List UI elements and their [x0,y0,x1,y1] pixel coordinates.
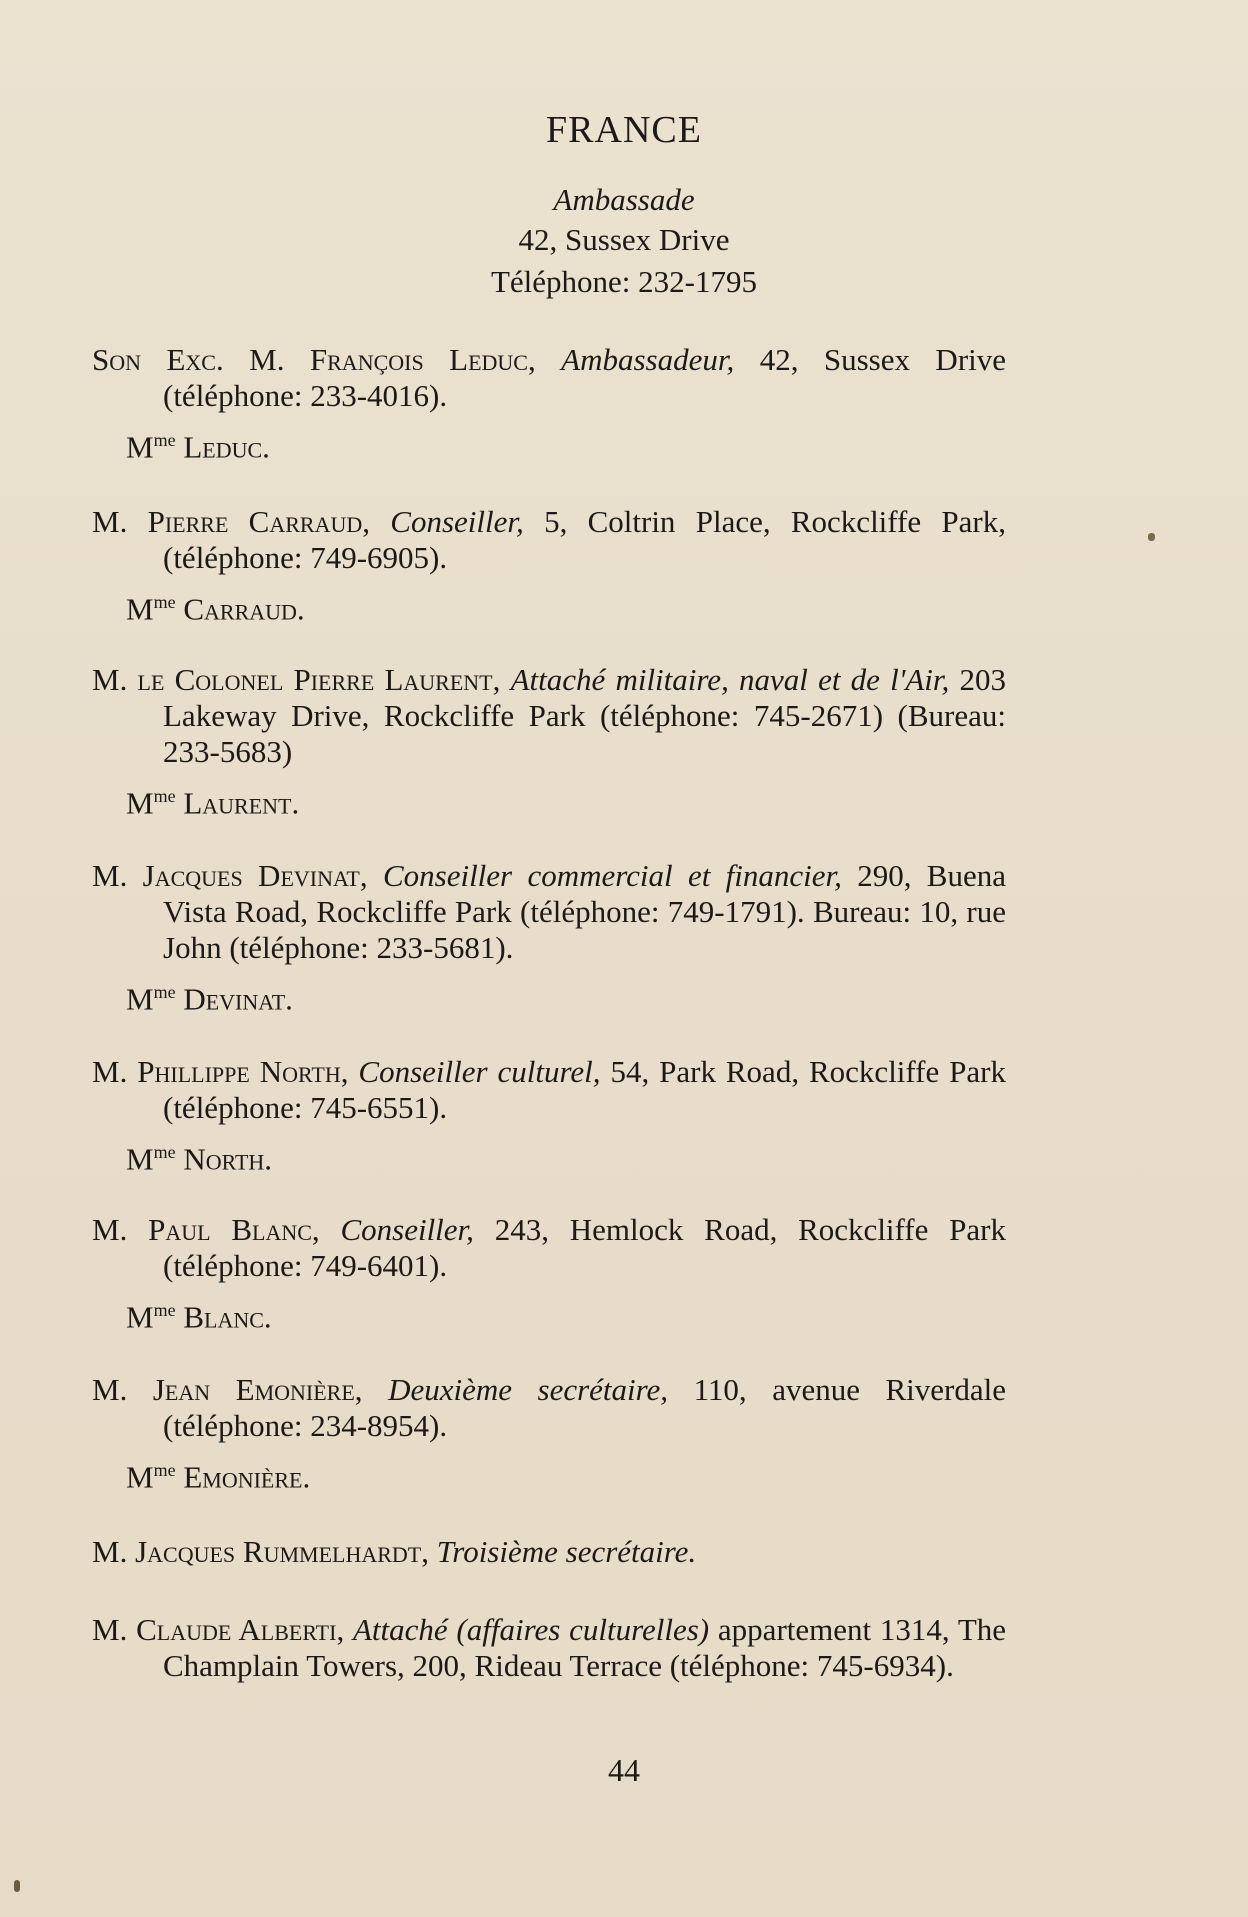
entry-prefix: M. [92,1534,128,1569]
entry-main [92,1054,1006,1126]
entry-prefix: M. [92,504,128,539]
country-heading: FRANCE [546,109,702,151]
entry-prefix: M. [92,1372,128,1407]
directory-entry [92,504,1006,627]
entry-name: Paul Blanc, [148,1212,320,1247]
entry-details: 54, Park Road, Rockcliffe Park (téléphone: 745-6551). [163,1054,1007,1125]
entry-name: François Leduc, [309,342,536,377]
entry-title: Troisième secrétaire. [436,1534,697,1569]
entry-prefix: M. [92,662,128,697]
entry-details: 42, Sussex Drive (téléphone: 233-4016). [163,342,1007,413]
entry-details: 243, Hemlock Road, Rockcliffe Park (téléphone: 749-6401). [163,1212,1006,1283]
page-number: 44 [608,1752,640,1788]
directory-entry [92,858,1006,1017]
entry-title: Conseiller culturel, [358,1054,601,1089]
mission-type: Ambassade [553,182,695,217]
entry-prefix: M. [92,1212,128,1247]
entry-title: Attaché (affaires culturelles) [352,1612,710,1647]
entry-spouse: $M^{me}$ Devinat. [126,981,293,1017]
entry-title: Attaché militaire, naval et de l'Air, [510,662,950,697]
entry-name: Pierre Carraud, [147,504,371,539]
entry-details: appartement 1314, The Champlain Towers, 200, Rideau Terrace (téléphone: 745-6934). [163,1612,1007,1683]
entry-name: Jacques Devinat, [142,858,368,893]
entry-spouse: $M^{me}$ Blanc. [126,1299,272,1335]
entry-main [92,504,1006,576]
entry-prefix: Son Exc. M. [92,342,285,377]
directory-entry [92,1612,1006,1684]
entry-main [92,662,1006,770]
entry-prefix: M. [92,1612,128,1647]
mission-telephone: Téléphone: 232-1795 [490,264,757,299]
entry-name: Jean Emonière, [152,1372,363,1407]
entry-spouse: $M^{me}$ Carraud. [126,591,305,627]
directory-entry [92,662,1006,821]
entry-name: Jacques Rummelhardt, [135,1534,429,1569]
entry-spouse: $M^{me}$ Emonière. [126,1459,311,1495]
directory-entry [92,342,1006,465]
directory-entry [92,1534,1006,1570]
entry-title: Ambassadeur, [561,342,735,377]
entry-main [92,1534,1006,1570]
mission-address: 42, Sussex Drive [518,222,730,257]
entry-spouse: $M^{me}$ Leduc. [126,429,270,465]
entry-details: 290, Buena Vista Road, Rockcliffe Park (téléphone: 749-1791). Bureau: 10, rue John (téléphone: 233-5681). [163,858,1007,965]
entry-main [92,342,1006,414]
entry-title: Deuxième secrétaire, [388,1372,669,1407]
entry-title: Conseiller, [340,1212,474,1247]
entry-name: Phillippe North, [137,1054,349,1089]
entry-name: le Colonel Pierre Laurent, [137,662,501,697]
paper-speck [14,1880,20,1892]
directory-entry [92,1054,1006,1177]
entry-prefix: M. [92,1054,128,1089]
entry-title: Conseiller commercial et financier, [382,858,842,893]
directory-entry [92,1212,1006,1335]
entry-prefix: M. [92,858,128,893]
entry-details: 110, avenue Riverdale (téléphone: 234-8954). [163,1372,1006,1443]
entry-main [92,1212,1006,1284]
entry-spouse: $M^{me}$ North. [126,1141,273,1177]
entry-main [92,858,1006,966]
directory-entry [92,1372,1006,1495]
entry-details: 203 Lakeway Drive, Rockcliffe Park (téléphone: 745-2671) (Bureau: 233-5683) [163,662,1006,769]
entry-title: Conseiller, [390,504,524,539]
entry-details: 5, Coltrin Place, Rockcliffe Park, (téléphone: 749-6905). [163,504,1006,575]
entry-spouse: $M^{me}$ Laurent. [126,785,300,821]
entry-name: Claude Alberti, [136,1612,345,1647]
paper-speck [1148,533,1155,541]
entry-main [92,1612,1006,1684]
entry-main [92,1372,1006,1444]
